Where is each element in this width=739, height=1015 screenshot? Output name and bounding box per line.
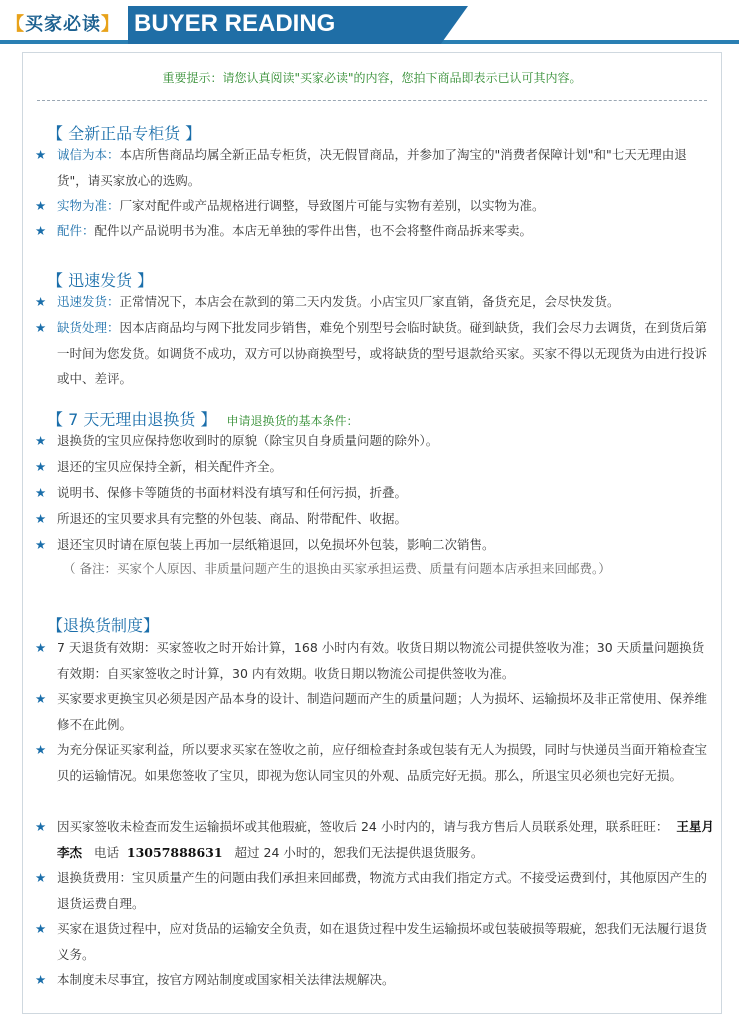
star-icon: ★ [35, 433, 47, 448]
reading-panel [22, 52, 722, 1014]
header-en-title: BUYER READING [134, 10, 336, 37]
list-item: ★ 买家在退货过程中，应对货品的运输安全负责，如在退货过程中发生运输损坏或包装破损等瑕疵，恕我们无法履行退货义务。 [35, 916, 715, 967]
star-icon: ★ [35, 640, 47, 655]
list-item: ★ 缺货处理：因本店商品均与网下批发同步销售，难免个别型号会临时缺货。碰到缺货，我们会尽力去调货，在到货后第一时间为您发货。如调货不成功，双方可以协商换型号，或将缺货的型号退款给买家。买家不得以无现货为由进行投诉或中、差评。 [35, 315, 715, 392]
section-note: （ 备注：买家个人原因、非质量问题产生的退换由买家承担运费、质量有问题本店承担来回邮费。） [63, 561, 611, 576]
list-item: ★ 迅速发货：正常情况下，本店会在款到的第二天内发货。小店宝贝厂家直销，备货充足，会尽快发货。 [35, 289, 715, 315]
star-icon: ★ [35, 459, 47, 474]
star-icon: ★ [35, 921, 47, 936]
star-icon: ★ [35, 870, 47, 885]
star-icon: ★ [35, 511, 47, 526]
contact-phone: 13057888631 [126, 844, 223, 860]
star-icon: ★ [35, 972, 47, 987]
header-cn-title: 【买家必读】 [6, 14, 120, 35]
star-icon: ★ [35, 223, 47, 238]
important-notice: 重要提示：请您认真阅读"买家必读"的内容，您拍下商品即表示已认可其内容。 [162, 71, 582, 85]
section-title-shipping: 【 迅速发货 】 [47, 271, 154, 290]
list-item: ★ 因买家签收未检查而发生运输损坏或其他瑕疵，签收后 24 小时内的，请与我方售后人员联系处理，联系旺旺： 王星月李杰 电话 13057888631 超过 24 小时的，恕我们无法提供退货服务。 [35, 814, 715, 865]
star-icon: ★ [35, 485, 47, 500]
list-item: ★ 本制度未尽事宜，按官方网站制度或国家相关法律法规解决。 [35, 967, 715, 993]
list-item: ★ 诚信为本：本店所售商品均属全新正品专柜货，决无假冒商品，并参加了淘宝的"消费者保障计划"和"七天无理由退货"，请买家放心的选购。 [35, 142, 715, 193]
list-item: ★ 实物为准：厂家对配件或产品规格进行调整，导致图片可能与实物有差别，以实物为准。 [35, 193, 715, 219]
star-icon: ★ [35, 147, 47, 162]
star-icon: ★ [35, 198, 47, 213]
dashed-divider [37, 100, 707, 101]
contact-name: 王星月李杰 [57, 819, 714, 860]
list-item: ★ 为充分保证买家利益，所以要求买家在签收之前，应仔细检查封条或包装有无人为损毁，同时与快递员当面开箱检查宝贝的运输情况。如果您签收了宝贝，即视为您认同宝贝的外观、品质完好无损。那么，所退宝贝必须也完好无损。 [35, 737, 715, 788]
section-subtitle: 申请退换货的基本条件： [226, 414, 359, 428]
star-icon: ★ [35, 742, 47, 757]
section-title-return-policy: 【退换货制度】 [47, 616, 160, 635]
list-item: ★ 退还的宝贝应保持全新，相关配件齐全。 [35, 454, 715, 480]
list-item: ★ 所退还的宝贝要求具有完整的外包装、商品、附带配件、收据。 [35, 506, 715, 532]
list-item: ★ 说明书、保修卡等随货的书面材料没有填写和任何污损，折叠。 [35, 480, 715, 506]
star-icon: ★ [35, 320, 47, 335]
star-icon: ★ [35, 537, 47, 552]
section-title-genuine: 【 全新正品专柜货 】 [47, 124, 202, 143]
list-item: ★ 7 天退货有效期：买家签收之时开始计算，168 小时内有效。收货日期以物流公司提供签收为准；30 天质量问题换货有效期：自买家签收之时计算，30 内有效期。收货日期以物流公司提供签收为准。 [35, 635, 715, 686]
star-icon: ★ [35, 294, 47, 309]
list-item: ★ 配件：配件以产品说明书为准。本店无单独的零件出售，也不会将整件商品拆来零卖。 [35, 218, 715, 244]
star-icon: ★ [35, 819, 47, 834]
list-item: ★ 买家要求更换宝贝必须是因产品本身的设计、制造问题而产生的质量问题；人为损坏、运输损坏及非正常使用、保养维修不在此例。 [35, 686, 715, 737]
list-item: ★ 退换货的宝贝应保持您收到时的原貌（除宝贝自身质量问题的除外）。 [35, 428, 715, 454]
section-title-7day-return: 【 7 天无理由退换货 】 申请退换货的基本条件： [47, 410, 359, 429]
list-item: ★ 退换货费用：宝贝质量产生的问题由我们承担来回邮费，物流方式由我们指定方式。不接受运费到付，其他原因产生的退货运费自理。 [35, 865, 715, 916]
list-item: ★ 退还宝贝时请在原包装上再加一层纸箱退回，以免损坏外包装，影响二次销售。 [35, 532, 715, 558]
star-icon: ★ [35, 691, 47, 706]
page-header [0, 0, 739, 48]
